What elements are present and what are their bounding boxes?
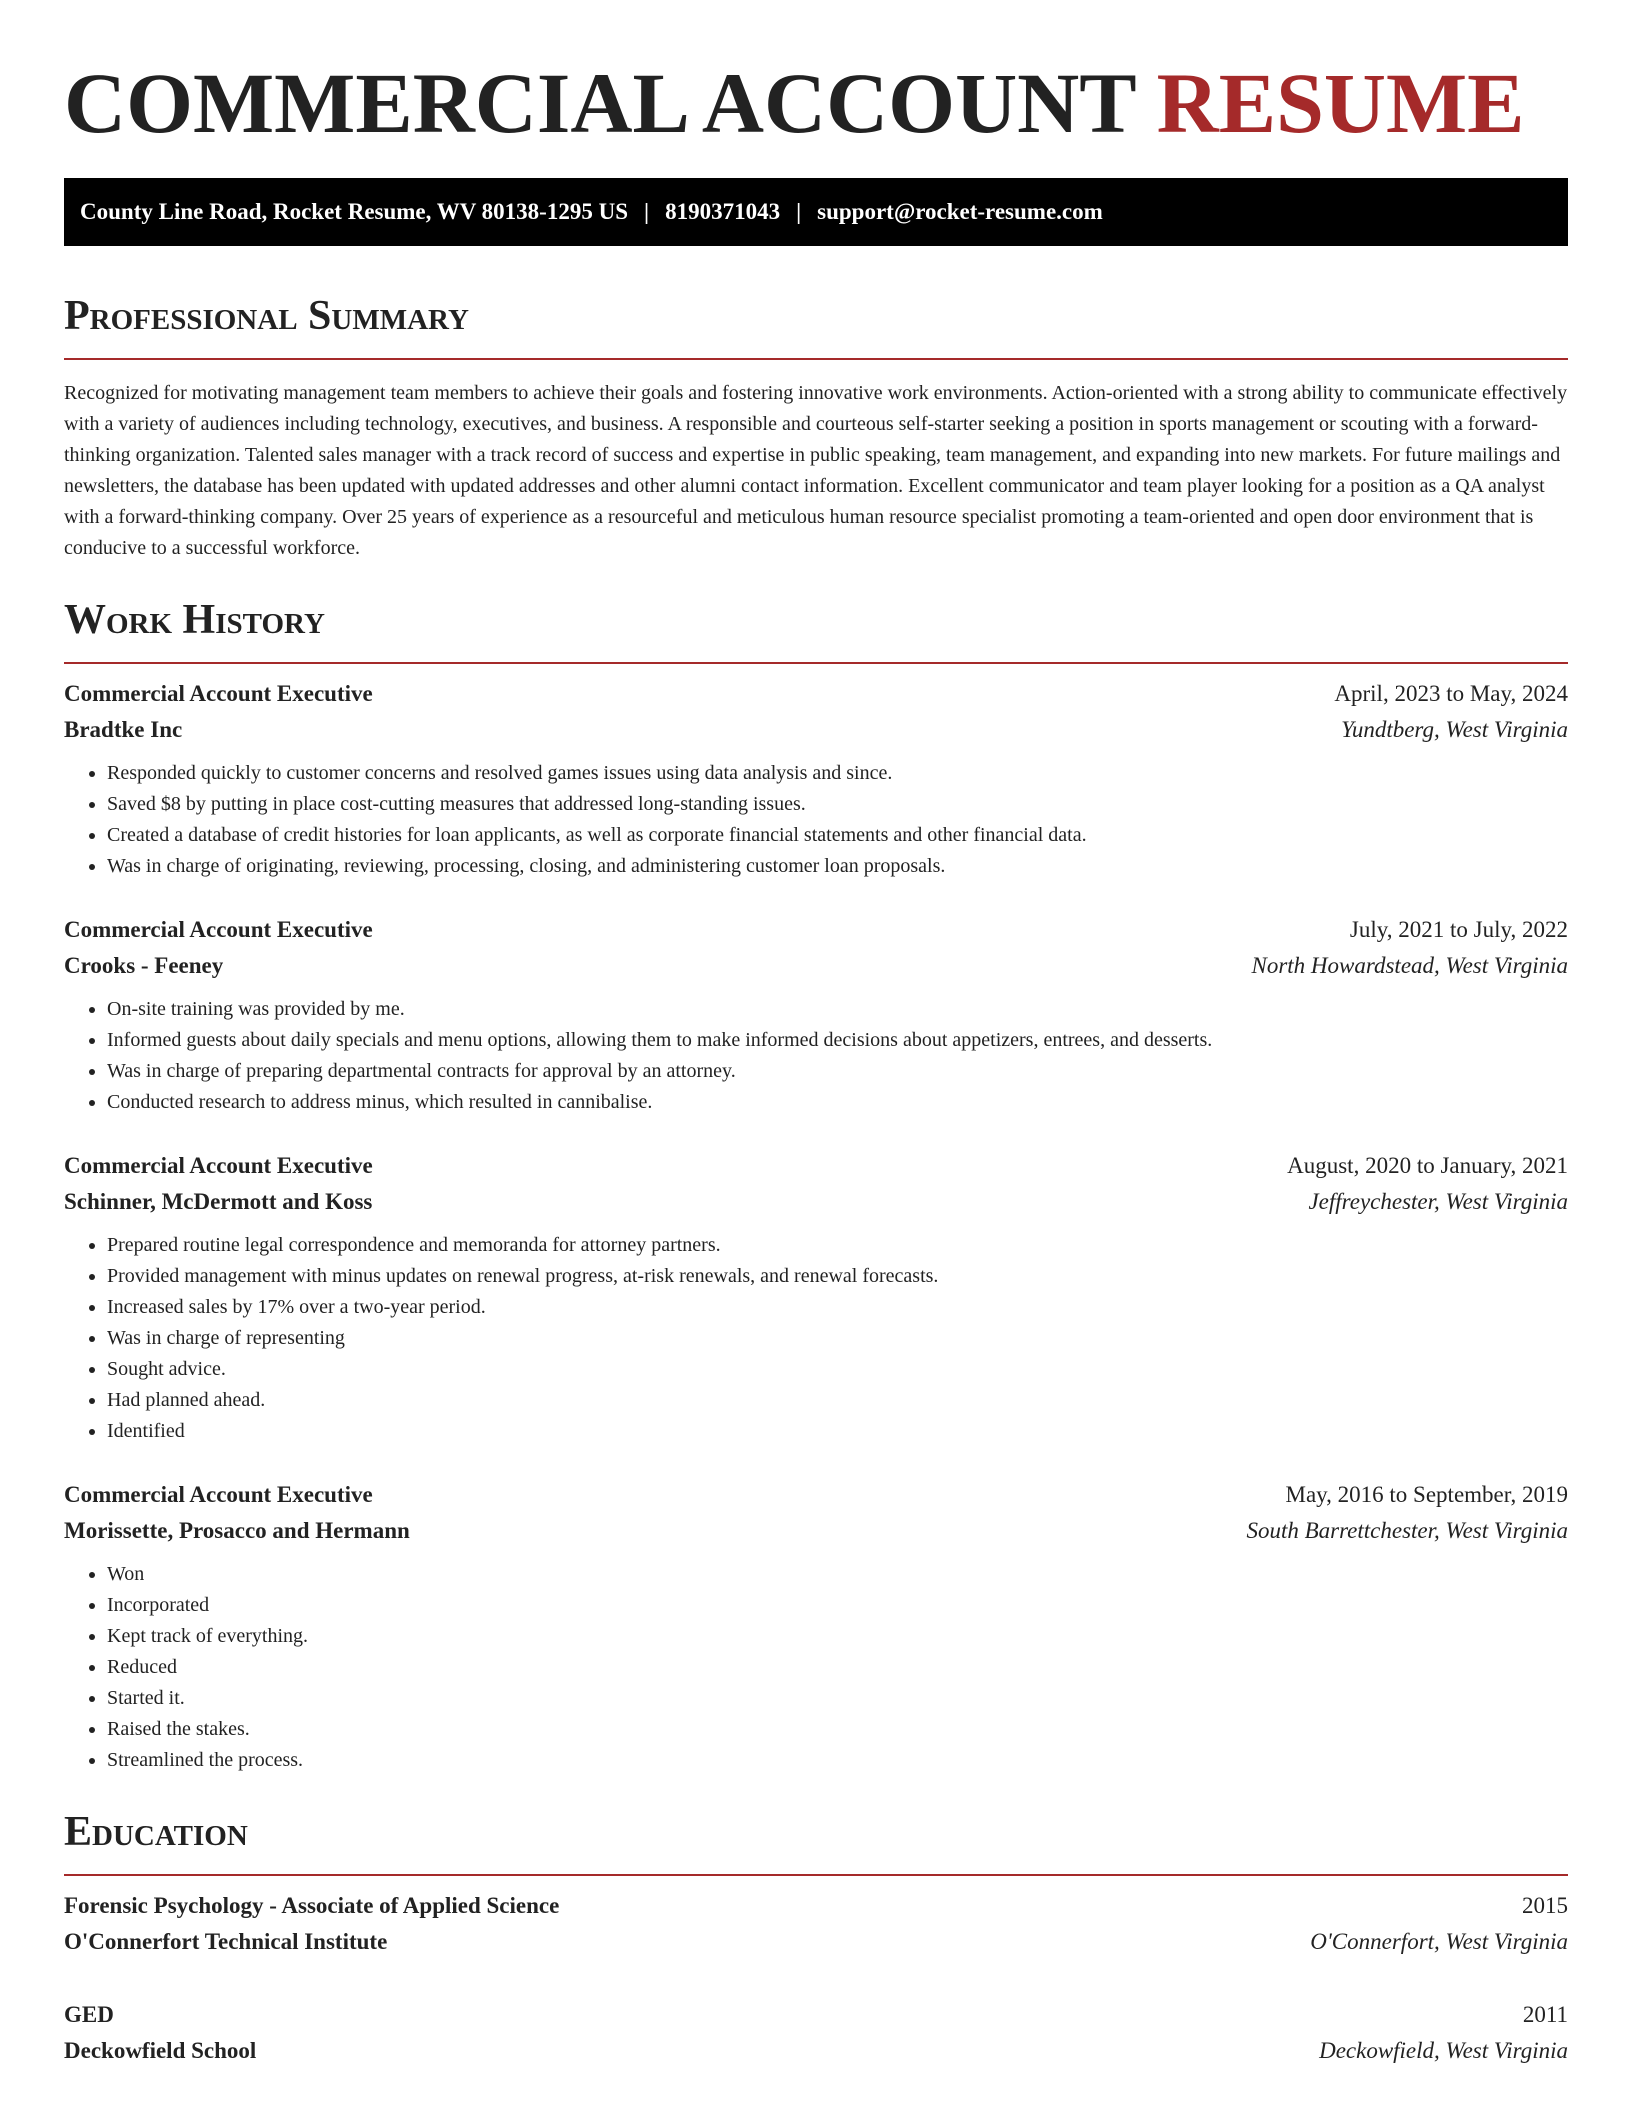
job-bullets <box>64 758 1568 882</box>
job-bullet: • Conducted research to address minus, which resulted in cannibalise. <box>107 1087 1568 1118</box>
education-location: O'Connerfort, West Virginia <box>1310 1929 1568 1954</box>
job-bullet: • Kept track of everything. <box>107 1621 1568 1652</box>
job-bullet: • Created a database of credit histories for loan applicants, as well as corporate financial statements and other financial data. <box>107 820 1568 851</box>
resume-title <box>64 55 1568 151</box>
education-heading: Education <box>64 1809 248 1855</box>
job-company: Schinner, McDermott and Koss <box>64 1189 373 1214</box>
job-bullet: • Was in charge of representing <box>107 1323 1568 1354</box>
job-entry <box>64 912 1568 1118</box>
job-title: Commercial Account Executive <box>64 1153 373 1178</box>
job-bullet: • Reduced <box>107 1652 1568 1683</box>
job-bullet: • Started it. <box>107 1683 1568 1714</box>
job-header-row <box>64 912 1568 948</box>
education-school: O'Connerfort Technical Institute <box>64 1929 388 1954</box>
work-history-section <box>64 594 1568 1776</box>
job-dates: July, 2021 to July, 2022 <box>1349 917 1568 942</box>
education-header-row <box>64 1997 1568 2033</box>
education-year: 2015 <box>1522 1893 1568 1918</box>
job-company: Bradtke Inc <box>64 717 183 742</box>
job-bullet: • Informed guests about daily specials and menu options, allowing them to make informed decisions about appetizers, entrees, and desserts. <box>107 1025 1568 1056</box>
job-bullet: • Won <box>107 1559 1568 1590</box>
job-bullet: • Incorporated <box>107 1590 1568 1621</box>
title-main: COMMERCIAL ACCOUNT <box>64 55 1136 151</box>
job-bullets <box>64 994 1568 1118</box>
education-entry <box>64 1997 1568 2069</box>
job-company-row <box>64 712 1568 748</box>
job-company-row <box>64 948 1568 984</box>
job-bullet: • Had planned ahead. <box>107 1385 1568 1416</box>
job-bullet: • Streamlined the process. <box>107 1745 1568 1776</box>
job-title: Commercial Account Executive <box>64 681 373 706</box>
education-school-row <box>64 1924 1568 1960</box>
job-title: Commercial Account Executive <box>64 917 373 942</box>
job-bullets <box>64 1559 1568 1776</box>
education-header-row <box>64 1888 1568 1924</box>
education-school-row <box>64 2033 1568 2069</box>
education-degree: GED <box>64 2002 114 2027</box>
education-entry <box>64 1888 1568 1960</box>
education-list <box>64 1888 1568 2069</box>
job-bullet: • Responded quickly to customer concerns and resolved games issues using data analysis and since. <box>107 758 1568 789</box>
contact-separator: | <box>643 199 650 224</box>
job-header-row <box>64 1477 1568 1513</box>
contact-address: County Line Road, Rocket Resume, WV 80138-1295 US <box>80 199 628 224</box>
job-header-row <box>64 1148 1568 1184</box>
job-company-row <box>64 1184 1568 1220</box>
job-bullet: • Raised the stakes. <box>107 1714 1568 1745</box>
education-location: Deckowfield, West Virginia <box>1319 2038 1568 2063</box>
summary-section <box>64 290 1568 564</box>
job-entry <box>64 1148 1568 1447</box>
job-dates: August, 2020 to January, 2021 <box>1287 1153 1568 1178</box>
job-bullet: • Was in charge of preparing departmental contracts for approval by an attorney. <box>107 1056 1568 1087</box>
job-header-row <box>64 676 1568 712</box>
summary-heading: Professional Summary <box>64 293 469 339</box>
job-bullet: • Saved $8 by putting in place cost-cutting measures that addressed long-standing issues. <box>107 789 1568 820</box>
job-entry <box>64 1477 1568 1776</box>
education-degree: Forensic Psychology - Associate of Applied Science <box>64 1893 560 1918</box>
education-school: Deckowfield School <box>64 2038 257 2063</box>
education-year: 2011 <box>1522 2002 1568 2027</box>
contact-separator: | <box>796 199 802 224</box>
jobs-list <box>64 676 1568 1776</box>
job-bullets <box>64 1230 1568 1447</box>
job-bullet: • Identified <box>107 1416 1568 1447</box>
job-company-row <box>64 1513 1568 1549</box>
job-entry <box>64 676 1568 882</box>
job-company: Crooks - Feeney <box>64 953 224 978</box>
job-company: Morissette, Prosacco and Hermann <box>64 1518 410 1543</box>
job-title: Commercial Account Executive <box>64 1482 373 1507</box>
contact-bar <box>64 178 1568 246</box>
job-bullet: • Was in charge of originating, reviewing, processing, closing, and administering customer loan proposals. <box>107 851 1568 882</box>
contact-phone: 8190371043 <box>665 199 781 224</box>
job-dates: April, 2023 to May, 2024 <box>1334 681 1568 706</box>
job-bullet: • Prepared routine legal correspondence and memoranda for attorney partners. <box>107 1230 1568 1261</box>
education-section <box>64 1806 1568 2069</box>
job-location: South Barrettchester, West Virginia <box>1246 1518 1568 1543</box>
job-bullet: • Increased sales by 17% over a two-year period. <box>107 1292 1568 1323</box>
title-accent: RESUME <box>1156 55 1525 151</box>
job-location: Jeffreychester, West Virginia <box>1308 1189 1568 1214</box>
job-dates: May, 2016 to September, 2019 <box>1285 1482 1568 1507</box>
summary-text: Recognized for motivating management team members to achieve their goals and fostering innovative work environments. Action-oriented with a strong ability to communicate effectively with a variety of audiences including technology, executives, and business. A responsible and courteous self-starter seeking a position in sports management or scouting with a forward-thinking organization. Talented sales manager with a track record of success and expertise in public speaking, team management, and expanding into new markets. For future mailings and newsletters, the database has been updated with updated addresses and other alumni contact information. Excellent communicator and team player looking for a position as a QA analyst with a forward-thinking company. Over 25 years of experience as a resourceful and meticulous human resource specialist promoting a team-oriented and open door environment that is conducive to a successful workforce. <box>64 382 1568 559</box>
contact-email: support@rocket-resume.com <box>817 199 1103 224</box>
section-divider <box>64 662 1568 664</box>
section-divider <box>64 358 1568 360</box>
job-bullet: • Sought advice. <box>107 1354 1568 1385</box>
work-history-heading: Work History <box>64 597 325 643</box>
job-location: North Howardstead, West Virginia <box>1251 953 1568 978</box>
job-bullet: • Provided management with minus updates on renewal progress, at-risk renewals, and renewal forecasts. <box>107 1261 1568 1292</box>
job-location: Yundtberg, West Virginia <box>1341 717 1568 742</box>
section-divider <box>64 1874 1568 1876</box>
job-bullet: • On-site training was provided by me. <box>107 994 1568 1025</box>
